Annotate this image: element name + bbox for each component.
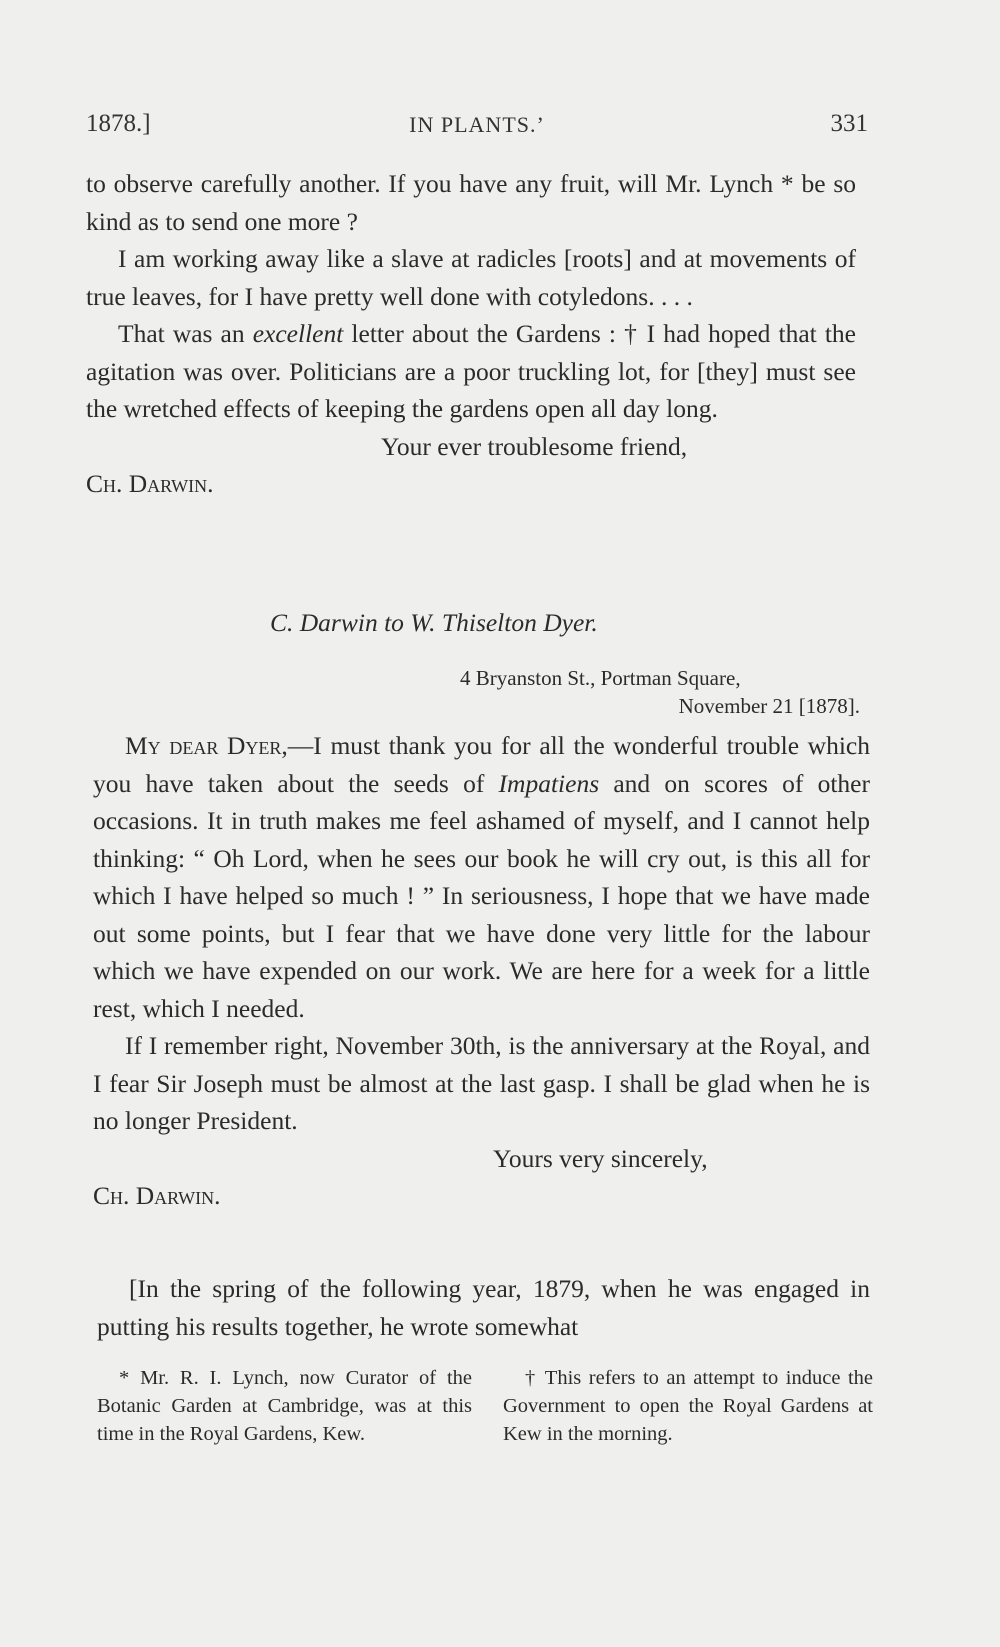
letter-1-paragraph-2: I am working away like a slave at radicles [roots] and at movements of true leaves, for I have pretty well done with cotyledons. . . . [86,244,856,311]
footnote-1 [97,1364,472,1448]
footnote-2 [503,1364,873,1448]
text-run: —I must thank you for all the wonderful trouble which you have taken about the seeds of [93,731,870,798]
letter-2-address [460,664,860,720]
letter-2-signature: Ch. Darwin. [93,1181,221,1210]
continuation-text: [In the spring of the following year, 1879, when he was engaged in putting his results together, he wrote somewhat [97,1274,870,1341]
header-year: 1878.] [86,110,151,137]
letter-1-paragraph-3 [86,315,856,428]
letter-2-paragraph-2: If I remember right, November 30th, is the anniversary at the Royal, and I fear Sir Joseph must be almost at the last gasp. I shall be glad when he is no longer President. [93,1031,870,1135]
address-date: November 21 [1878]. [678,694,860,718]
text-run: and on scores of other occasions. It in truth makes me feel ashamed of myself, and I cannot help thinking: “ Oh Lord, when he sees our book he will cry out, is this all for which I have helped so much ! ” In seriousness, I hope that we have made out some points, but I fear that we have done very little for the labour which we have expended on our work. We are here for a week for a little rest, which I needed. [93,768,870,1023]
footnote-2-text: † This refers to an attempt to induce the Government to open the Royal Gardens at Kew in the morning. [503,1367,873,1445]
letter-1 [86,165,856,503]
letter-2-paragraph-1 [93,727,870,1027]
page-number: 331 [830,110,868,137]
footnote-1-text: * Mr. R. I. Lynch, now Curator of the Botanic Garden at Cambridge, was at this time in the Royal Gardens, Kew. [97,1367,472,1445]
address-line-1: 4 Bryanston St., Portman Square, [460,666,741,690]
emphasis: excellent [252,319,344,348]
letter-2-heading: C. Darwin to W. Thiselton Dyer. [270,608,598,637]
letter-1-closing: Your ever troublesome friend, [381,431,688,461]
letter-2-closing: Yours very sincerely, [493,1143,708,1173]
letter-2 [93,727,870,1215]
letter-1-paragraph-1: to observe carefully another. If you have any fruit, will Mr. Lynch * be so kind as to send one more ? [86,169,856,236]
salutation: My dear Dyer, [125,731,288,760]
letter-1-signature: Ch. Darwin. [86,469,214,498]
text-run: That was an [118,319,253,348]
continuation-paragraph [97,1270,870,1345]
emphasis: Impatiens [498,768,600,798]
header-title: IN PLANTS.’ [409,112,545,137]
text-run: letter about the Gardens : † I had hoped that the agitation was over. Politicians are a poor truckling lot, for [they] must see the wretched effects of keeping the gardens open all day long. [86,319,856,423]
